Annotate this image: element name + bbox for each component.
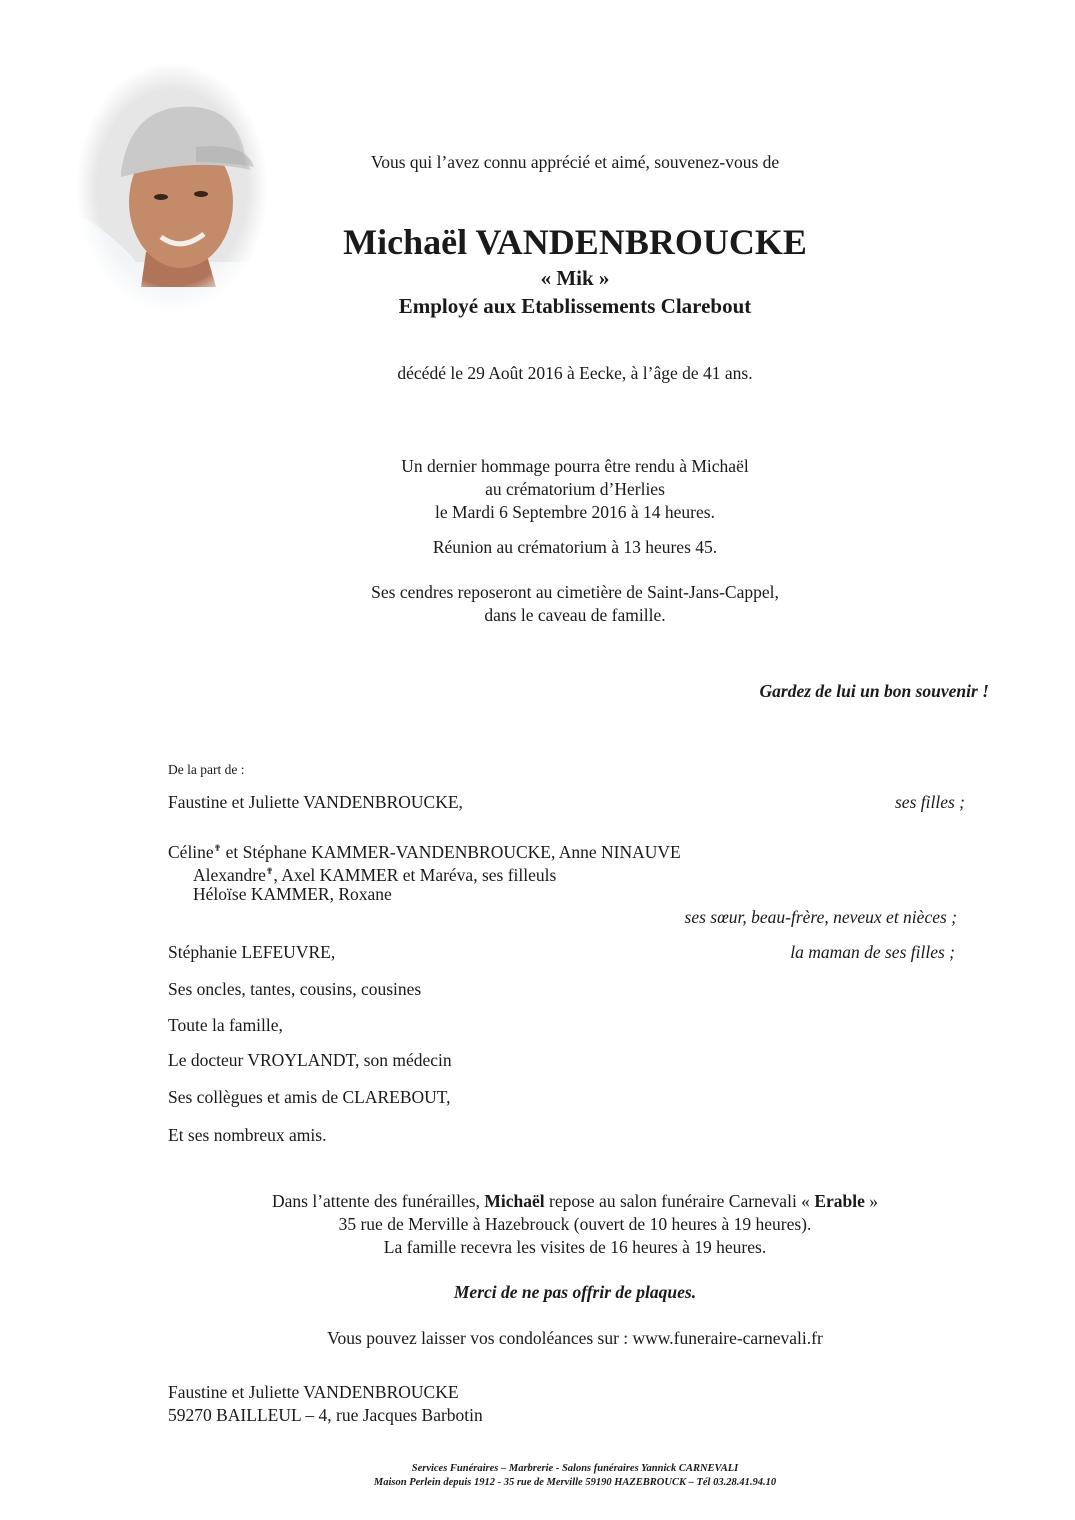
family-mother-relation: la maman de ses filles ; [790, 942, 955, 962]
ceremony-line-3: le Mardi 6 Septembre 2016 à 14 heures. [435, 502, 715, 522]
no-plaques-notice: Merci de ne pas offrir de plaques. [453, 1282, 697, 1302]
family-nieces-line: Héloïse KAMMER, Roxane [193, 884, 392, 904]
nickname: « Mik » [540, 266, 610, 290]
family-daughters: Faustine et Juliette VANDENBROUCKE, [168, 792, 463, 812]
death-notice: décédé le 29 Août 2016 à Eecke, à l’âge de 41 ans. [397, 363, 753, 383]
cross-icon: ✟ [265, 866, 274, 876]
family-uncles: Ses oncles, tantes, cousins, cousines [168, 979, 422, 999]
motto: Gardez de lui un bon souvenir ! [759, 681, 989, 701]
salon-text-b: repose au salon funéraire Carnevali « [544, 1191, 815, 1211]
address-line-1: Faustine et Juliette VANDENBROUCKE [168, 1382, 459, 1402]
salon-name-bold: Michaël [484, 1191, 545, 1211]
sister-rest: et Stéphane KAMMER-VANDENBROUCKE, Anne NINAUVE [221, 841, 681, 862]
deceased-name: Michaël VANDENBROUCKE [343, 222, 807, 262]
cross-icon: ✟ [213, 843, 222, 853]
ceremony-line-1: Un dernier hommage pourra être rendu à Michaël [401, 456, 749, 476]
ashes-line-1: Ses cendres reposeront au cimetière de Saint-Jans-Cappel, [371, 582, 779, 602]
family-daughters-relation: ses filles ; [895, 792, 965, 812]
family-all: Toute la famille, [168, 1015, 283, 1035]
sister-name: Céline [168, 841, 214, 862]
address-line-2: 59270 BAILLEUL – 4, rue Jacques Barbotin [168, 1405, 483, 1425]
salon-text-c: » [864, 1191, 878, 1211]
salon-text-a: Dans l’attente des funérailles, [272, 1191, 485, 1211]
family-doctor: Le docteur VROYLANDT, son médecin [168, 1050, 452, 1070]
nephew-name: Alexandre [193, 864, 266, 885]
family-mother: Stéphanie LEFEUVRE, [168, 942, 336, 962]
family-siblings-relation: ses sœur, beau-frère, neveux et nièces ; [684, 907, 957, 927]
footer-line-1: Services Funéraires – Marbrerie - Salons funéraires Yannick CARNEVALI [411, 1463, 739, 1474]
condolences-line: Vous pouvez laisser vos condoléances sur : www.funeraire-carnevali.fr [327, 1328, 823, 1348]
salon-line-3: La famille recevra les visites de 16 heures à 19 heures. [383, 1237, 767, 1257]
salon-line-2: 35 rue de Merville à Hazebrouck (ouvert de 10 heures à 19 heures). [338, 1214, 812, 1234]
ceremony-line-2: au crématorium d’Herlies [485, 479, 665, 499]
footer-line-2: Maison Perlein depuis 1912 - 35 rue de Merville 59190 HAZEBROUCK – Tél 03.28.41.94.10 [373, 1477, 777, 1488]
from-label: De la part de : [168, 762, 245, 777]
salon-line-1 [0, 1190, 1075, 1213]
family-colleagues: Ses collègues et amis de CLAREBOUT, [168, 1087, 451, 1107]
family-friends: Et ses nombreux amis. [168, 1125, 327, 1145]
salon-room-bold: Erable [814, 1191, 865, 1211]
ceremony-line-4: Réunion au crématorium à 13 heures 45. [432, 537, 718, 557]
intro-line: Vous qui l’avez connu apprécié et aimé, souvenez-vous de [370, 152, 780, 172]
nephews-rest: , Axel KAMMER et Maréva, ses filleuls [273, 864, 557, 885]
occupation: Employé aux Etablissements Clarebout [398, 294, 752, 318]
ashes-line-2: dans le caveau de famille. [484, 605, 666, 625]
